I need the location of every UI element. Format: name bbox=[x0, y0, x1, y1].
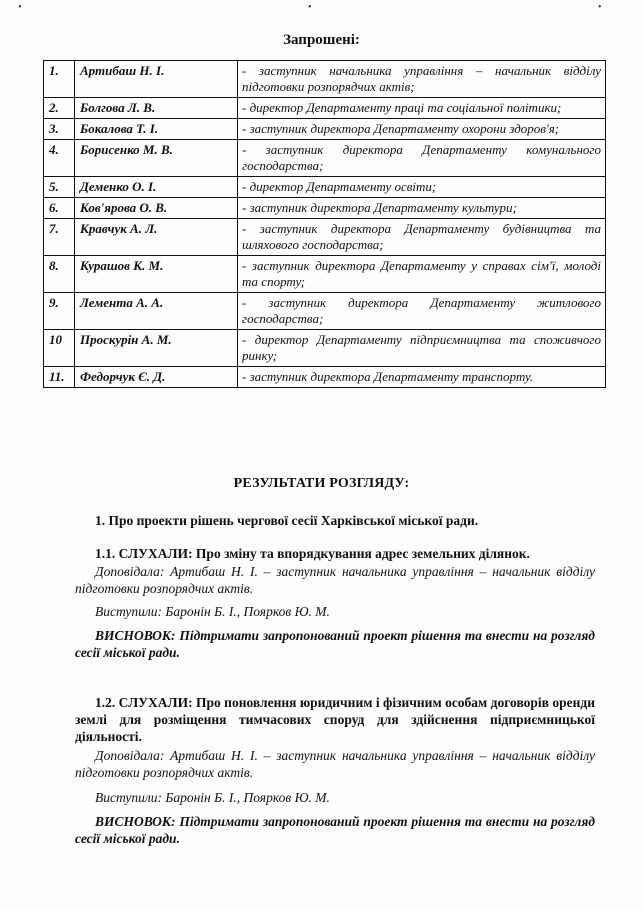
invited-heading: Запрошені: bbox=[283, 32, 360, 48]
invited-name: Бокалова Т. І. bbox=[75, 119, 238, 140]
section-1-1-heading: 1.1. СЛУХАЛИ: Про зміну та впорядкування адрес земельних ділянок. bbox=[95, 546, 530, 561]
invited-number: 3. bbox=[44, 119, 75, 140]
invited-name: Лемента А. А. bbox=[75, 293, 238, 330]
section-1-2-reporter: Доповідала: Артибаш Н. І. – заступник начальника управління – начальник відділу підготовки розпорядчих актів. bbox=[75, 748, 595, 780]
invited-position: - заступник директора Департаменту будівництва та шляхового господарства; bbox=[238, 219, 606, 256]
invited-row bbox=[44, 367, 606, 388]
invited-row bbox=[44, 119, 606, 140]
scan-mark: • bbox=[18, 2, 22, 13]
invited-row bbox=[44, 98, 606, 119]
invited-row bbox=[44, 61, 606, 98]
invited-name: Артибаш Н. І. bbox=[75, 61, 238, 98]
invited-position: - директор Департаменту освіти; bbox=[238, 177, 606, 198]
invited-row bbox=[44, 256, 606, 293]
invited-number: 1. bbox=[44, 61, 75, 98]
invited-row bbox=[44, 330, 606, 367]
invited-name: Проскурін А. М. bbox=[75, 330, 238, 367]
scan-mark: • bbox=[308, 2, 312, 13]
invited-position: - заступник директора Департаменту транспорту. bbox=[238, 367, 606, 388]
section-1-2-conclusion: ВИСНОВОК: Підтримати запропонований проект рішення та внести на розгляд сесії міської ради. bbox=[75, 814, 595, 846]
invited-row bbox=[44, 219, 606, 256]
invited-number: 8. bbox=[44, 256, 75, 293]
invited-position: - заступник директора Департаменту охорони здоров'я; bbox=[238, 119, 606, 140]
invited-name: Борисенко М. В. bbox=[75, 140, 238, 177]
invited-number: 9. bbox=[44, 293, 75, 330]
invited-position: - директор Департаменту підприємництва та споживчого ринку; bbox=[238, 330, 606, 367]
invited-row bbox=[44, 177, 606, 198]
invited-row bbox=[44, 293, 606, 330]
invited-number: 5. bbox=[44, 177, 75, 198]
invited-position: - директор Департаменту праці та соціальної політики; bbox=[238, 98, 606, 119]
invited-position: - заступник директора Департаменту культури; bbox=[238, 198, 606, 219]
scan-mark: • bbox=[598, 2, 602, 13]
invited-name: Ков'ярова О. В. bbox=[75, 198, 238, 219]
invited-number: 7. bbox=[44, 219, 75, 256]
invited-row bbox=[44, 198, 606, 219]
invited-position: - заступник директора Департаменту комунального господарства; bbox=[238, 140, 606, 177]
invited-name: Кравчук А. Л. bbox=[75, 219, 238, 256]
invited-name: Болгова Л. В. bbox=[75, 98, 238, 119]
invited-row bbox=[44, 140, 606, 177]
invited-number: 10 bbox=[44, 330, 75, 367]
section-1-2-speakers: Виступили: Баронін Б. І., Поярков Ю. М. bbox=[95, 790, 330, 805]
section-1-1-conclusion: ВИСНОВОК: Підтримати запропонований проект рішення та внести на розгляд сесії міської ради. bbox=[75, 628, 595, 660]
invited-name: Деменко О. І. bbox=[75, 177, 238, 198]
invited-number: 11. bbox=[44, 367, 75, 388]
invited-number: 2. bbox=[44, 98, 75, 119]
invited-position: - заступник начальника управління – начальник відділу підготовки розпорядчих актів; bbox=[238, 61, 606, 98]
invited-name: Курашов К. М. bbox=[75, 256, 238, 293]
agenda-item-1: 1. Про проекти рішень чергової сесії Харківської міської ради. bbox=[95, 513, 479, 528]
section-1-1-reporter: Доповідала: Артибаш Н. І. – заступник начальника управління – начальник відділу підготовки розпорядчих актів. bbox=[75, 564, 595, 596]
invited-number: 6. bbox=[44, 198, 75, 219]
invited-position: - заступник директора Департаменту житлового господарства; bbox=[238, 293, 606, 330]
invited-number: 4. bbox=[44, 140, 75, 177]
invited-position: - заступник директора Департаменту у справах сім'ї, молоді та спорту; bbox=[238, 256, 606, 293]
invited-name: Федорчук Є. Д. bbox=[75, 367, 238, 388]
results-title: РЕЗУЛЬТАТИ РОЗГЛЯДУ: bbox=[233, 476, 410, 491]
section-1-2-heading: 1.2. СЛУХАЛИ: Про поновлення юридичним і фізичним особам договорів оренди землі для розміщення тимчасових споруд для здійснення підприємницької діяльності. bbox=[75, 695, 595, 744]
invited-table bbox=[43, 60, 606, 388]
section-1-1-speakers: Виступили: Баронін Б. І., Поярков Ю. М. bbox=[95, 604, 330, 619]
